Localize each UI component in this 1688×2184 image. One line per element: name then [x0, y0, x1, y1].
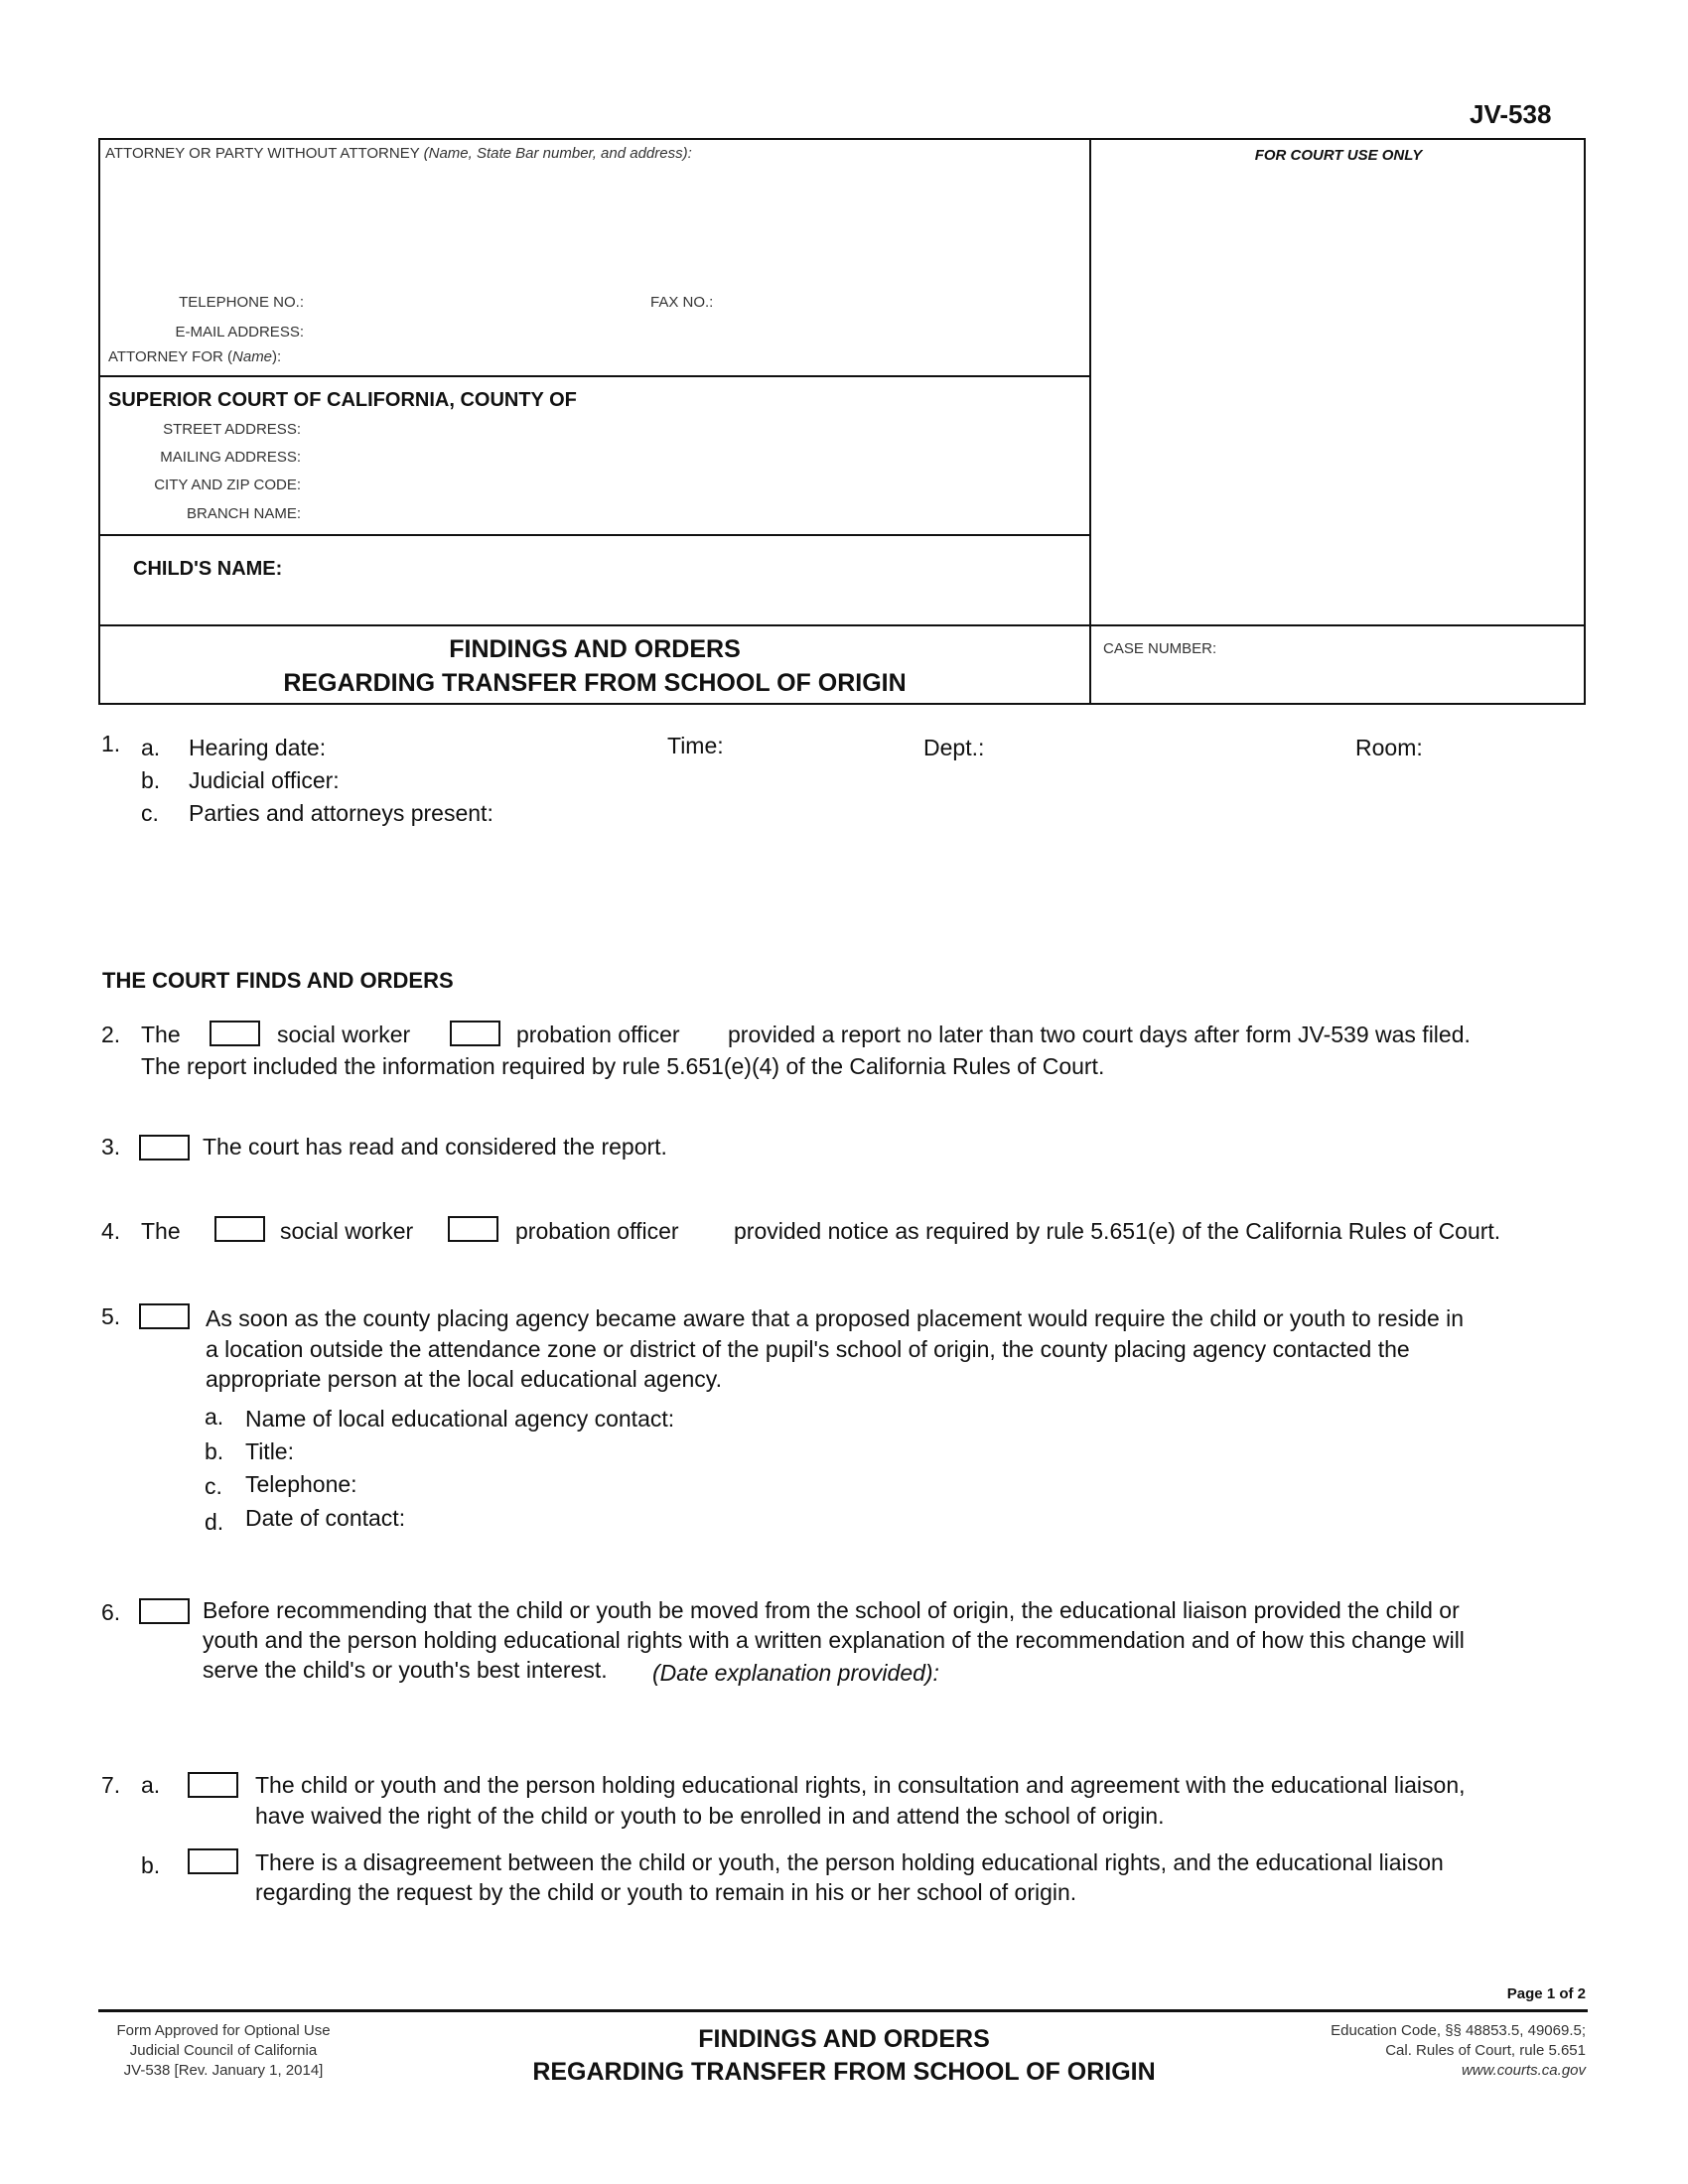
item4-text: provided notice as required by rule 5.651(e) of the California Rules of Court. — [734, 1218, 1501, 1244]
mailing-address-label: MAILING ADDRESS: — [160, 449, 301, 466]
lea-contact-title-label: Title: — [245, 1438, 294, 1464]
footer-title-line2: REGARDING TRANSFER FROM SCHOOL OF ORIGIN — [532, 2058, 1156, 2086]
caption-divider-vertical — [1089, 138, 1091, 705]
case-number-label: CASE NUMBER: — [1103, 640, 1217, 657]
caption-box — [98, 138, 1586, 705]
court-finds-heading: THE COURT FINDS AND ORDERS — [102, 968, 454, 993]
item5d-letter: d. — [205, 1509, 224, 1535]
item1a-letter: a. — [141, 735, 161, 760]
court-use-only-label: FOR COURT USE ONLY — [1254, 147, 1423, 164]
item5-checkbox[interactable] — [139, 1303, 190, 1329]
item2-probation-officer-checkbox[interactable] — [450, 1021, 500, 1046]
form-title-line1: FINDINGS AND ORDERS — [449, 635, 741, 663]
time-label: Time: — [667, 733, 724, 758]
lea-contact-telephone-label: Telephone: — [245, 1471, 357, 1497]
item2-text-line2: The report included the information required by rule 5.651(e)(4) of the California Rules of Court. — [141, 1053, 1105, 1079]
item1-number: 1. — [101, 731, 121, 756]
item5-text-line2: a location outside the attendance zone or district of the pupil's school of origin, the county placing agency contacted the — [206, 1336, 1410, 1362]
form-number: JV-538 — [1470, 99, 1552, 129]
item7b-text-line2: regarding the request by the child or youth to remain in his or her school of origin. — [255, 1879, 1077, 1905]
item4-social-worker-checkbox[interactable] — [214, 1216, 265, 1242]
item2-number: 2. — [101, 1022, 121, 1047]
court-heading: SUPERIOR COURT OF CALIFORNIA, COUNTY OF — [108, 389, 577, 411]
item2-probation-officer-label: probation officer — [516, 1022, 680, 1047]
item7a-letter: a. — [141, 1772, 161, 1798]
item3-text: The court has read and considered the report. — [203, 1134, 667, 1160]
item4-probation-officer-checkbox[interactable] — [448, 1216, 498, 1242]
divider-court-child — [98, 534, 1091, 536]
item6-checkbox[interactable] — [139, 1598, 190, 1624]
email-label: E-MAIL ADDRESS: — [175, 324, 304, 341]
footer-left-block — [99, 2021, 348, 2081]
item5-number: 5. — [101, 1303, 121, 1329]
attorney-for-label: ATTORNEY FOR (Name): — [108, 348, 282, 365]
hearing-date-label: Hearing date: — [189, 735, 327, 760]
item4-number: 4. — [101, 1218, 121, 1244]
item2-text: provided a report no later than two court days after form JV-539 was filed. — [728, 1022, 1471, 1047]
item5b-letter: b. — [205, 1438, 224, 1464]
footer-title-line1: FINDINGS AND ORDERS — [698, 2025, 990, 2053]
item5a-letter: a. — [205, 1404, 224, 1430]
item6-text-line3: serve the child's or youth's best interest. — [203, 1657, 608, 1683]
footer-rules-of-court: Cal. Rules of Court, rule 5.651 — [1385, 2042, 1586, 2059]
item6-number: 6. — [101, 1599, 121, 1625]
parties-present-label: Parties and attorneys present: — [189, 800, 493, 826]
item6-text-line2: youth and the person holding educational rights with a written explanation of the recommendation and of how this change will — [203, 1627, 1465, 1653]
item5-text-line3: appropriate person at the local educational agency. — [206, 1366, 722, 1392]
date-explanation-label: (Date explanation provided): — [652, 1660, 939, 1686]
item2-social-worker-checkbox[interactable] — [210, 1021, 260, 1046]
divider-title-row — [98, 624, 1586, 626]
branch-name-label: BRANCH NAME: — [186, 505, 301, 522]
lea-contact-name-label: Name of local educational agency contact: — [245, 1406, 675, 1432]
room-label: Room: — [1355, 735, 1423, 760]
item7a-text-line1: The child or youth and the person holding educational rights, in consultation and agreement with the educational liaison, — [255, 1772, 1466, 1798]
item1b-letter: b. — [141, 767, 161, 793]
footer-revision: JV-538 [Rev. January 1, 2014] — [123, 2062, 324, 2079]
judicial-officer-label: Judicial officer: — [189, 767, 340, 793]
item4-probation-officer-label: probation officer — [515, 1218, 679, 1244]
item2-the: The — [141, 1022, 181, 1047]
footer-rule — [98, 2009, 1588, 2012]
item3-checkbox[interactable] — [139, 1135, 190, 1160]
item5c-letter: c. — [205, 1473, 222, 1499]
footer-council: Judicial Council of California — [129, 2042, 318, 2059]
dept-label: Dept.: — [923, 735, 985, 760]
item3-number: 3. — [101, 1134, 121, 1160]
item7a-text-line2: have waived the right of the child or youth to be enrolled in and attend the school of origin. — [255, 1803, 1165, 1829]
attorney-label: ATTORNEY OR PARTY WITHOUT ATTORNEY (Name, State Bar number, and address): — [105, 145, 692, 162]
footer-approved: Form Approved for Optional Use — [116, 2022, 331, 2039]
childs-name-label: CHILD'S NAME: — [133, 558, 283, 580]
item1c-letter: c. — [141, 800, 159, 826]
fax-label: FAX NO.: — [650, 294, 714, 311]
item4-the: The — [141, 1218, 181, 1244]
item2-social-worker-label: social worker — [277, 1022, 411, 1047]
form-title-line2: REGARDING TRANSFER FROM SCHOOL OF ORIGIN — [283, 669, 907, 697]
item7-number: 7. — [101, 1772, 121, 1798]
item5-text-line1: As soon as the county placing agency became aware that a proposed placement would require the child or youth to reside in — [206, 1305, 1465, 1331]
telephone-label: TELEPHONE NO.: — [179, 294, 304, 311]
item4-social-worker-label: social worker — [280, 1218, 414, 1244]
street-address-label: STREET ADDRESS: — [163, 421, 301, 438]
item6-text-line1: Before recommending that the child or youth be moved from the school of origin, the educational liaison provided the child or — [203, 1597, 1460, 1623]
page-indicator: Page 1 of 2 — [1506, 1985, 1586, 2002]
item7b-text-line1: There is a disagreement between the child or youth, the person holding educational rights, and the educational liaison — [255, 1849, 1444, 1875]
item7a-checkbox[interactable] — [188, 1772, 238, 1798]
item7b-letter: b. — [141, 1852, 161, 1878]
footer-website-link[interactable]: www.courts.ca.gov — [1461, 2062, 1586, 2079]
item7b-checkbox[interactable] — [188, 1848, 238, 1874]
footer-right-block — [1251, 2021, 1586, 2081]
footer-education-code: Education Code, §§ 48853.5, 49069.5; — [1331, 2022, 1586, 2039]
date-of-contact-label: Date of contact: — [245, 1505, 406, 1531]
divider-attorney-court — [98, 375, 1091, 377]
city-zip-label: CITY AND ZIP CODE: — [154, 477, 301, 493]
